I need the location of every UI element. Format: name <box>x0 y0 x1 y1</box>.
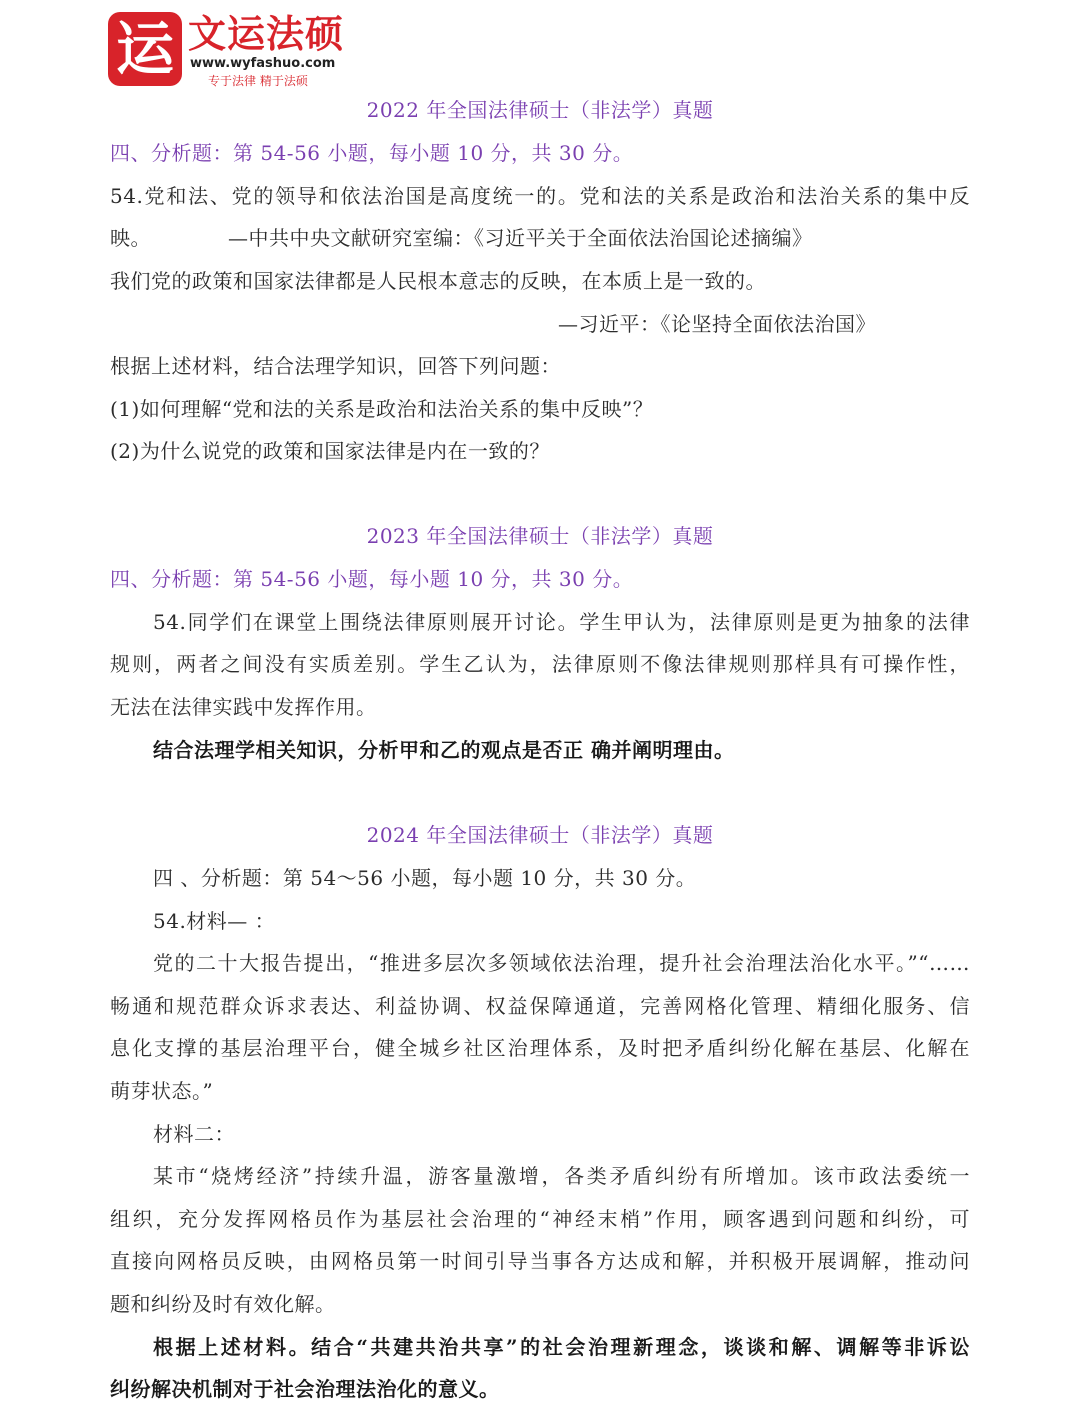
exam-2022-prompt: 根据上述材料，结合法理学知识，回答下列问题： <box>110 354 561 378</box>
exam-2024-prompt-line1: 根据上述材料。结合“共建共治共享”的社会治理新理念，谈谈和解、调解等非诉讼 <box>153 1335 970 1359</box>
exam-2024-prompt-line2: 纠纷解决机制对于社会治理法治化的意义。 <box>110 1377 500 1401</box>
exam-2022-q54-line3: 我们党的政策和国家法律都是人民根本意志的反映，在本质上是一致的。 <box>110 269 766 293</box>
exam-2024-q54-label: 54.材料— ： <box>153 909 276 933</box>
exam-2023-title: 2023 年全国法律硕士（非法学）真题 <box>366 524 714 548</box>
logo-slogan: 专于法律 精于法硕 <box>208 74 308 88</box>
logo-url: www.wyfashuo.com <box>190 56 336 71</box>
exam-2022-sub2: (2)为什么说党的政策和国家法律是内在一致的？ <box>110 439 550 463</box>
exam-2024-title: 2024 年全国法律硕士（非法学）真题 <box>366 823 714 847</box>
exam-2022-q54-line1: 54.党和法、党的领导和依法治国是高度统一的。党和法的关系是政治和法治关系的集中反 <box>110 184 970 208</box>
exam-2024-material2-line1: 某市“烧烤经济”持续升温，游客量激增，各类矛盾纠纷有所增加。该市政法委统一 <box>153 1164 970 1188</box>
exam-2024-material2-line4: 题和纠纷及时有效化解。 <box>110 1292 336 1316</box>
exam-2022-q54-line2 <box>110 224 970 252</box>
exam-2022-title: 2022 年全国法律硕士（非法学）真题 <box>366 98 714 122</box>
exam-2023-q54-line1: 54.同学们在课堂上围绕法律原则展开讨论。学生甲认为，法律原则是更为抽象的法律 <box>153 610 970 634</box>
exam-2024-material1-line2: 畅通和规范群众诉求表达、利益协调、权益保障通道，完善网格化管理、精细化服务、信 <box>110 994 970 1018</box>
exam-2024-material1-line4: 萌芽状态。” <box>110 1079 214 1103</box>
exam-2024-material2-line2: 组织，充分发挥网格员作为基层社会治理的“神经末梢”作用，顾客遇到问题和纠纷，可 <box>110 1207 970 1231</box>
exam-2022-q54-citation2: —习近平：《论坚持全面依法治国》 <box>558 312 876 336</box>
exam-2023-section: 四、分析题：第 54-56 小题，每小题 10 分，共 30 分。 <box>110 567 634 591</box>
exam-2024-material1-line1: 党的二十大报告提出，“推进多层次多领域依法治理，提升社会治理法治化水平。”“…… <box>153 951 970 975</box>
logo-mark: 运 <box>108 12 182 86</box>
exam-2023-prompt: 结合法理学相关知识，分析甲和乙的观点是否正 确并阐明理由。 <box>153 738 735 762</box>
logo-name: 文运法硕 <box>188 12 345 56</box>
exam-2022-q54-citation1: —中共中央文献研究室编：《习近平关于全面依法治国论述摘编》 <box>228 226 813 250</box>
exam-2024-material2-label: 材料二： <box>153 1122 235 1146</box>
exam-2024-material2-line3: 直接向网格员反映，由网格员第一时间引导当事各方达成和解，并积极开展调解，推动问 <box>110 1249 970 1273</box>
exam-2023-q54-line2: 规则，两者之间没有实质差别。学生乙认为，法律原则不像法律规则那样具有可操作性， <box>110 652 970 676</box>
exam-2022-q54-line2-a: 映。 <box>110 226 151 250</box>
site-logo <box>108 12 348 88</box>
exam-2023-q54-line3: 无法在法律实践中发挥作用。 <box>110 695 377 719</box>
exam-2022-sub1: (1)如何理解“党和法的关系是政治和法治关系的集中反映”？ <box>110 397 654 421</box>
exam-2024-section: 四 、分析题：第 54～56 小题，每小题 10 分，共 30 分。 <box>153 866 697 890</box>
exam-2024-material1-line3: 息化支撑的基层治理平台，健全城乡社区治理体系，及时把矛盾纠纷化解在基层、化解在 <box>110 1036 970 1060</box>
exam-2022-section: 四、分析题：第 54-56 小题，每小题 10 分，共 30 分。 <box>110 141 634 165</box>
